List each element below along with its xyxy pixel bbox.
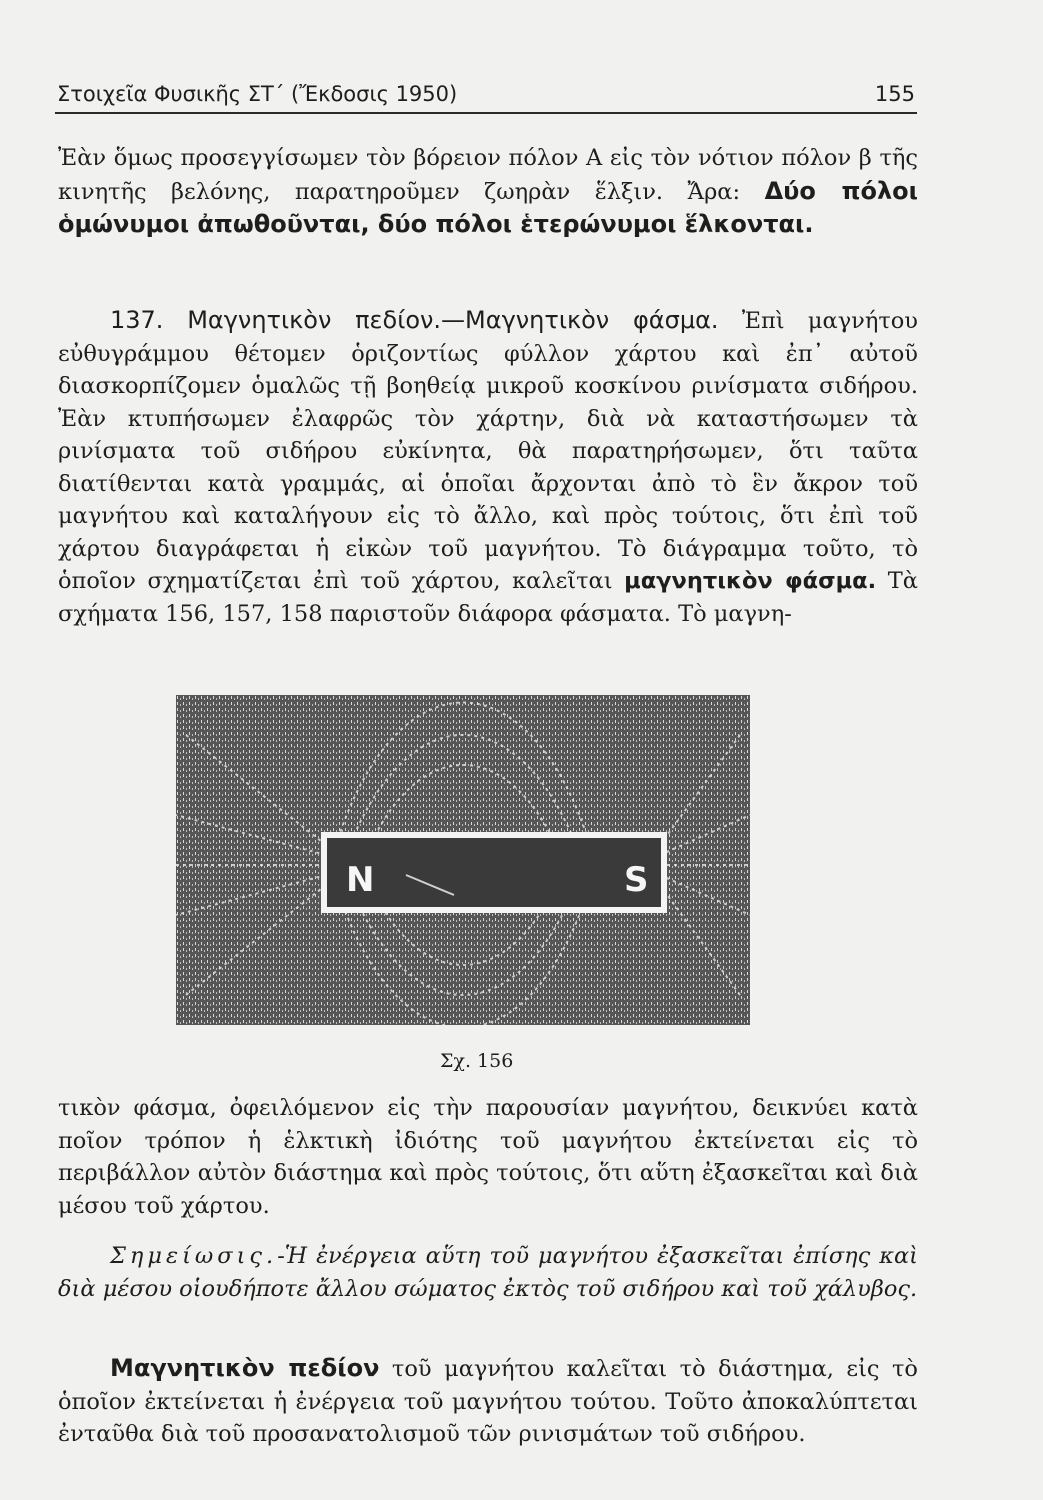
page-number: 155 <box>874 82 915 106</box>
defined-term: Μαγνητικὸν πεδίον <box>110 1354 380 1382</box>
magnetic-spectrum-figure <box>176 695 750 1025</box>
south-pole-label: S <box>624 860 649 900</box>
paragraph-text-end: Τὰ σχήματα 156, 157, 158 παριστοῦν διάφορα φάσματα. Τὸ μαγνη- <box>58 568 918 627</box>
running-header <box>55 78 917 114</box>
paragraph-text: τοῦ μαγνήτου καλεῖται τὸ διάστημα, εἰς τὸ ὁποῖον ἐκτείνεται ἡ ἐνέργεια τοῦ μαγνήτου τούτου. Τοῦτο ἀποκαλύπτεται ἐνταῦθα διὰ τοῦ προσανατολισμοῦ τῶν ρινισμάτων τοῦ σιδήρου. <box>58 1356 918 1447</box>
rule-statement: Δύο πόλοι ὁμώνυμοι ἀπωθοῦνται, δύο πόλοι ἑτερώνυμοι ἕλκονται. <box>58 176 919 238</box>
figure-caption: Σχ. 156 <box>440 1050 514 1072</box>
section-heading: 137. Μαγνητικὸν πεδίον.—Μαγνητικὸν φάσμα. <box>110 306 719 334</box>
paragraph-text: Ἐπὶ μαγνήτου εὐθυγράμμου θέτομεν ὁριζοντίως φύλλον χάρτου καὶ ἐπ᾿ αὐτοῦ διασκορπίζομεν ὁμαλῶς τῇ βοηθείᾳ μικροῦ κοσκίνου ρινίσματα σιδήρου. Ἐὰν κτυπήσωμεν ἐλαφρῶς τὸν χάρτην, διὰ νὰ καταστήσωμεν τὰ ρινίσματα τοῦ σιδήρου εὐκίνητα, θὰ παρατηρήσωμεν, ὅτι ταῦτα διατίθενται κατὰ γραμμάς, αἱ ὁποῖαι ἄρχονται ἀπὸ τὸ ἓν ἄκρον τοῦ μαγνήτου καὶ καταλήγουν εἰς τὸ ἄλλο, καὶ πρὸς τούτοις, ὅτι ἐπὶ τοῦ χάρτου διαγράφεται ἡ εἰκὼν τοῦ μαγνήτου. Τὸ διάγραμμα τοῦτο, τὸ ὁποῖον σχηματίζεται ἐπὶ τοῦ χάρτου, καλεῖται <box>58 308 918 594</box>
paragraph-text: Ἐὰν ὅμως προσεγγίσωμεν τὸν βόρειον πόλον Α εἰς τὸν νότιον πόλον β τῆς κινητῆς βελόνης, παρατηροῦμεν ζωηρὰν ἕλξιν. Ἄρα: <box>58 145 918 205</box>
paragraph-magnetic-field <box>58 304 918 630</box>
paragraph-spectrum-meaning <box>58 1092 918 1222</box>
defined-term: μαγνητικὸν φάσμα. <box>624 568 877 594</box>
iron-filings-image <box>176 695 750 1025</box>
paragraph-field-definition <box>58 1352 918 1451</box>
note-text: -Ἡ ἐνέργεια αὕτη τοῦ μαγνήτου ἐξασκεῖται ἐπίσης καὶ διὰ μέσου οἱουδήποτε ἄλλου σώματος ἐκτὸς τοῦ σιδήρου καὶ τοῦ χάλυβος. <box>58 1243 918 1302</box>
paragraph-text: τικὸν φάσμα, ὀφειλόμενον εἰς τὴν παρουσίαν μαγνήτου, δεικνύει κατὰ ποῖον τρόπον ἡ ἑλκτικὴ ἰδιότης τοῦ μαγνήτου ἐκτείνεται εἰς τὸ περιβάλλον αὐτὸν διάστημα καὶ πρὸς τούτοις, ὅτι αὕτη ἐξασκεῖται καὶ διὰ μέσου τοῦ χάρτου. <box>58 1095 918 1219</box>
north-pole-label: N <box>346 860 375 900</box>
paragraph-attraction <box>58 142 918 242</box>
paragraph-note <box>58 1240 918 1305</box>
bar-magnet <box>324 835 664 910</box>
header-title: Στοιχεῖα Φυσικῆς ΣΤ΄ (Ἔκδοσις 1950) <box>57 82 458 106</box>
note-label: Σημείωσις. <box>110 1243 278 1269</box>
